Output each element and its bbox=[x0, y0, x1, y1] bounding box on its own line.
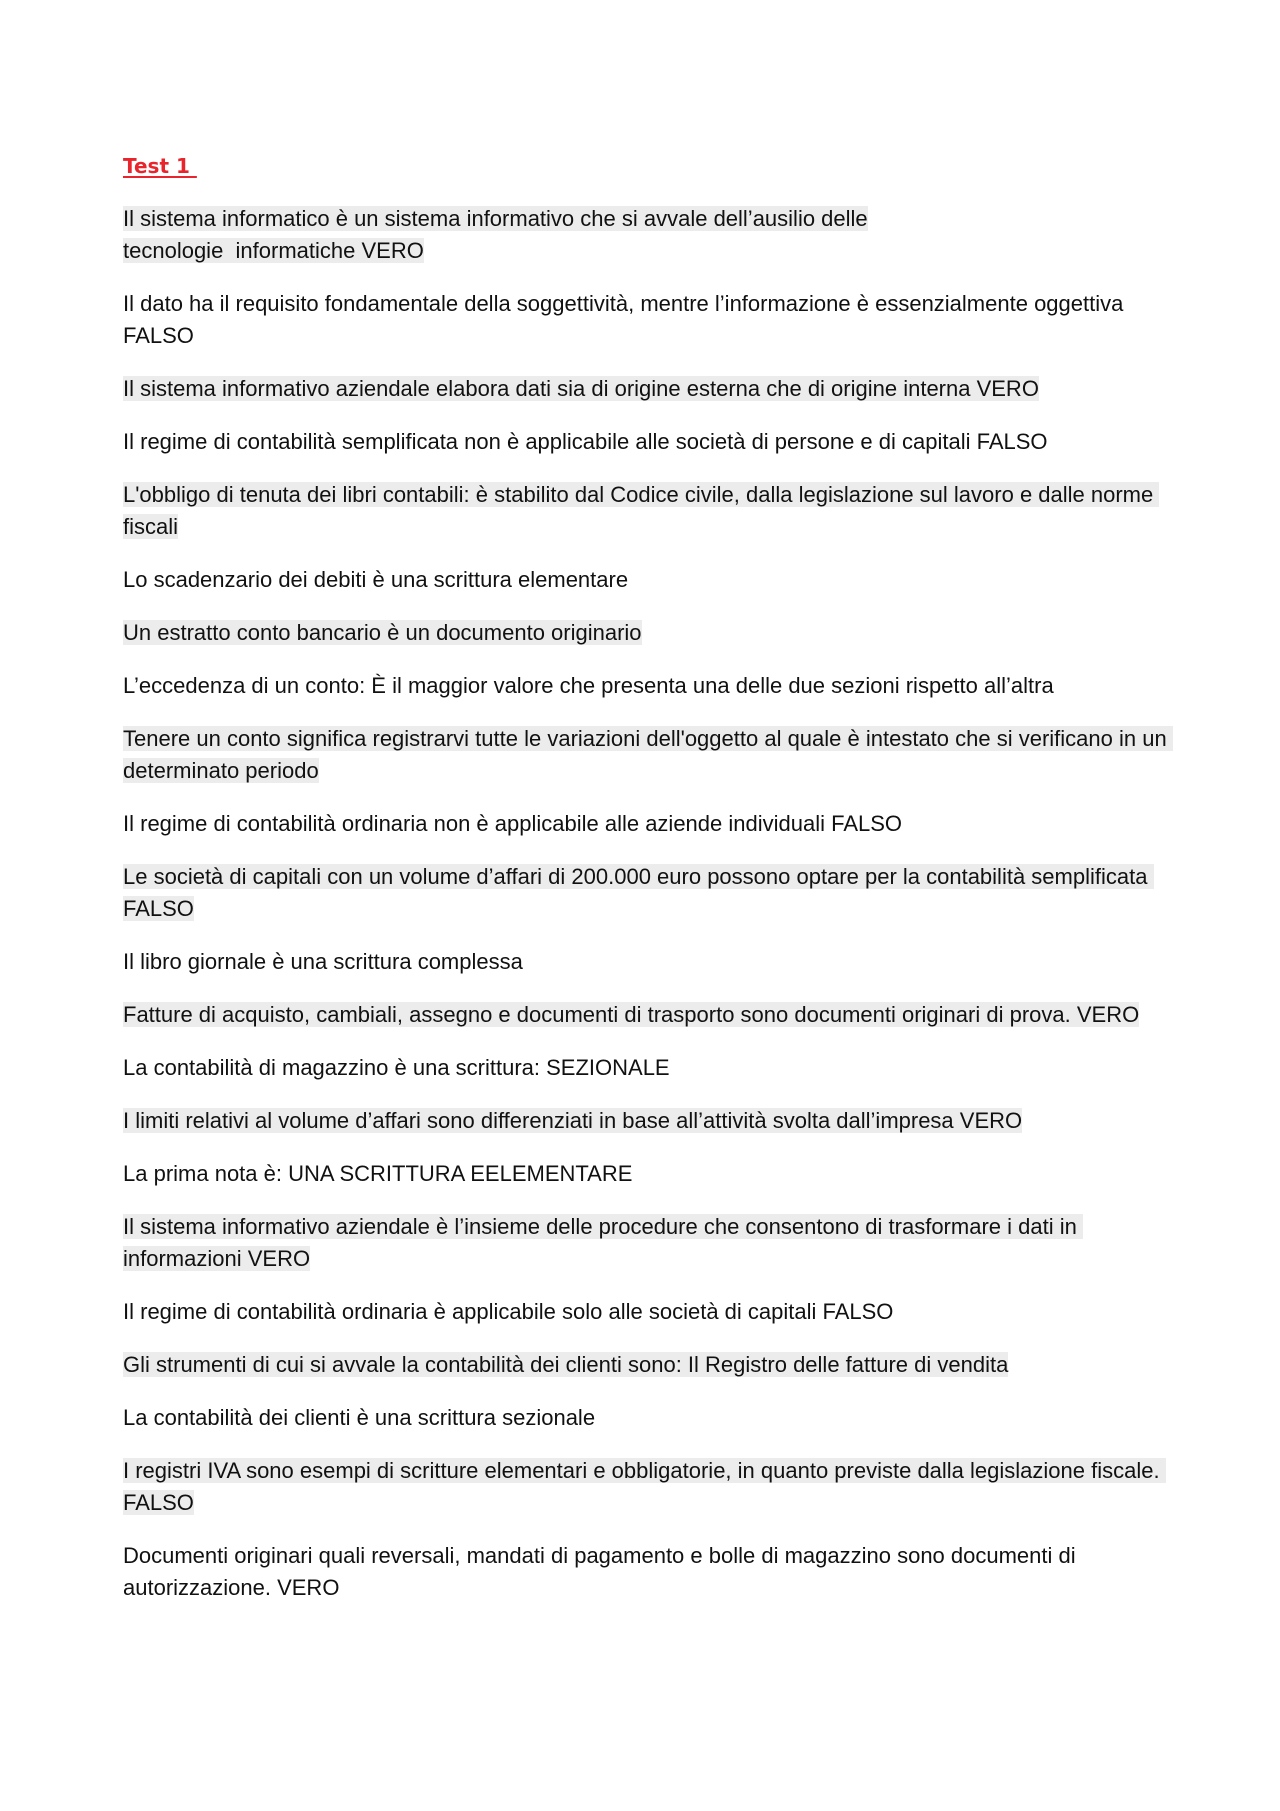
question-text: I limiti relativi al volume d’affari sono differenziati in base all’attività svolta dall’impresa VERO bbox=[123, 1108, 1023, 1133]
question-text: Lo scadenzario dei debiti è una scrittura elementare bbox=[123, 567, 629, 592]
question-text: La contabilità dei clienti è una scrittura sezionale bbox=[123, 1405, 596, 1430]
question-item bbox=[123, 1105, 1183, 1137]
question-item bbox=[123, 288, 1183, 352]
question-item bbox=[123, 946, 1183, 978]
question-item bbox=[123, 479, 1183, 543]
question-text: Il sistema informativo aziendale elabora dati sia di origine esterna che di origine interna VERO bbox=[123, 376, 1039, 401]
question-item bbox=[123, 203, 1183, 267]
question-item bbox=[123, 808, 1183, 840]
question-text: Il regime di contabilità ordinaria è applicabile solo alle società di capitali FALSO bbox=[123, 1299, 894, 1324]
question-item bbox=[123, 617, 1183, 649]
question-item bbox=[123, 1211, 1183, 1275]
question-text: Gli strumenti di cui si avvale la contabilità dei clienti sono: Il Registro delle fatture di vendita bbox=[123, 1352, 1009, 1377]
question-text: La contabilità di magazzino è una scrittura: SEZIONALE bbox=[123, 1055, 670, 1080]
question-text: Il regime di contabilità semplificata non è applicabile alle società di persone e di capitali FALSO bbox=[123, 429, 1048, 454]
question-item bbox=[123, 1349, 1183, 1381]
question-item bbox=[123, 1455, 1183, 1519]
question-text: I registri IVA sono esempi di scritture elementari e obbligatorie, in quanto previste dalla legislazione fiscale. FALSO bbox=[123, 1458, 1166, 1515]
question-text: L’eccedenza di un conto: È il maggior valore che presenta una delle due sezioni rispetto all’altra bbox=[123, 673, 1054, 698]
question-text: Il libro giornale è una scrittura complessa bbox=[123, 949, 523, 974]
question-item bbox=[123, 373, 1183, 405]
question-item bbox=[123, 1402, 1183, 1434]
question-text: Le società di capitali con un volume d’affari di 200.000 euro possono optare per la contabilità semplificata FALSO bbox=[123, 864, 1154, 921]
question-list bbox=[123, 203, 1183, 1625]
question-text: Un estratto conto bancario è un documento originario bbox=[123, 620, 642, 645]
question-text: La prima nota è: UNA SCRITTURA EELEMENTARE bbox=[123, 1161, 633, 1186]
document-title: Test 1 bbox=[123, 154, 197, 178]
question-item bbox=[123, 1296, 1183, 1328]
question-text: Tenere un conto significa registrarvi tutte le variazioni dell'oggetto al quale è intestato che si verificano in un determinato periodo bbox=[123, 726, 1173, 783]
question-text: Il sistema informativo aziendale è l’insieme delle procedure che consentono di trasformare i dati in informazioni VERO bbox=[123, 1214, 1083, 1271]
question-item bbox=[123, 426, 1183, 458]
question-item bbox=[123, 999, 1183, 1031]
question-text: Fatture di acquisto, cambiali, assegno e documenti di trasporto sono documenti originari di prova. VERO bbox=[123, 1002, 1140, 1027]
question-text: Il dato ha il requisito fondamentale della soggettività, mentre l’informazione è essenzialmente oggettiva FALSO bbox=[123, 291, 1130, 348]
question-item bbox=[123, 861, 1183, 925]
question-text: Il sistema informatico è un sistema informativo che si avvale dell’ausilio delle tecnologie informatiche VERO bbox=[123, 206, 868, 263]
question-text: Il regime di contabilità ordinaria non è applicabile alle aziende individuali FALSO bbox=[123, 811, 903, 836]
question-item bbox=[123, 564, 1183, 596]
question-text: L'obbligo di tenuta dei libri contabili: è stabilito dal Codice civile, dalla legislazione sul lavoro e dalle norme fiscali bbox=[123, 482, 1160, 539]
question-item bbox=[123, 1158, 1183, 1190]
question-item bbox=[123, 723, 1183, 787]
question-item bbox=[123, 1052, 1183, 1084]
question-item bbox=[123, 670, 1183, 702]
question-text: Documenti originari quali reversali, mandati di pagamento e bolle di magazzino sono documenti di autorizzazione. VERO bbox=[123, 1543, 1082, 1600]
question-item bbox=[123, 1540, 1183, 1604]
